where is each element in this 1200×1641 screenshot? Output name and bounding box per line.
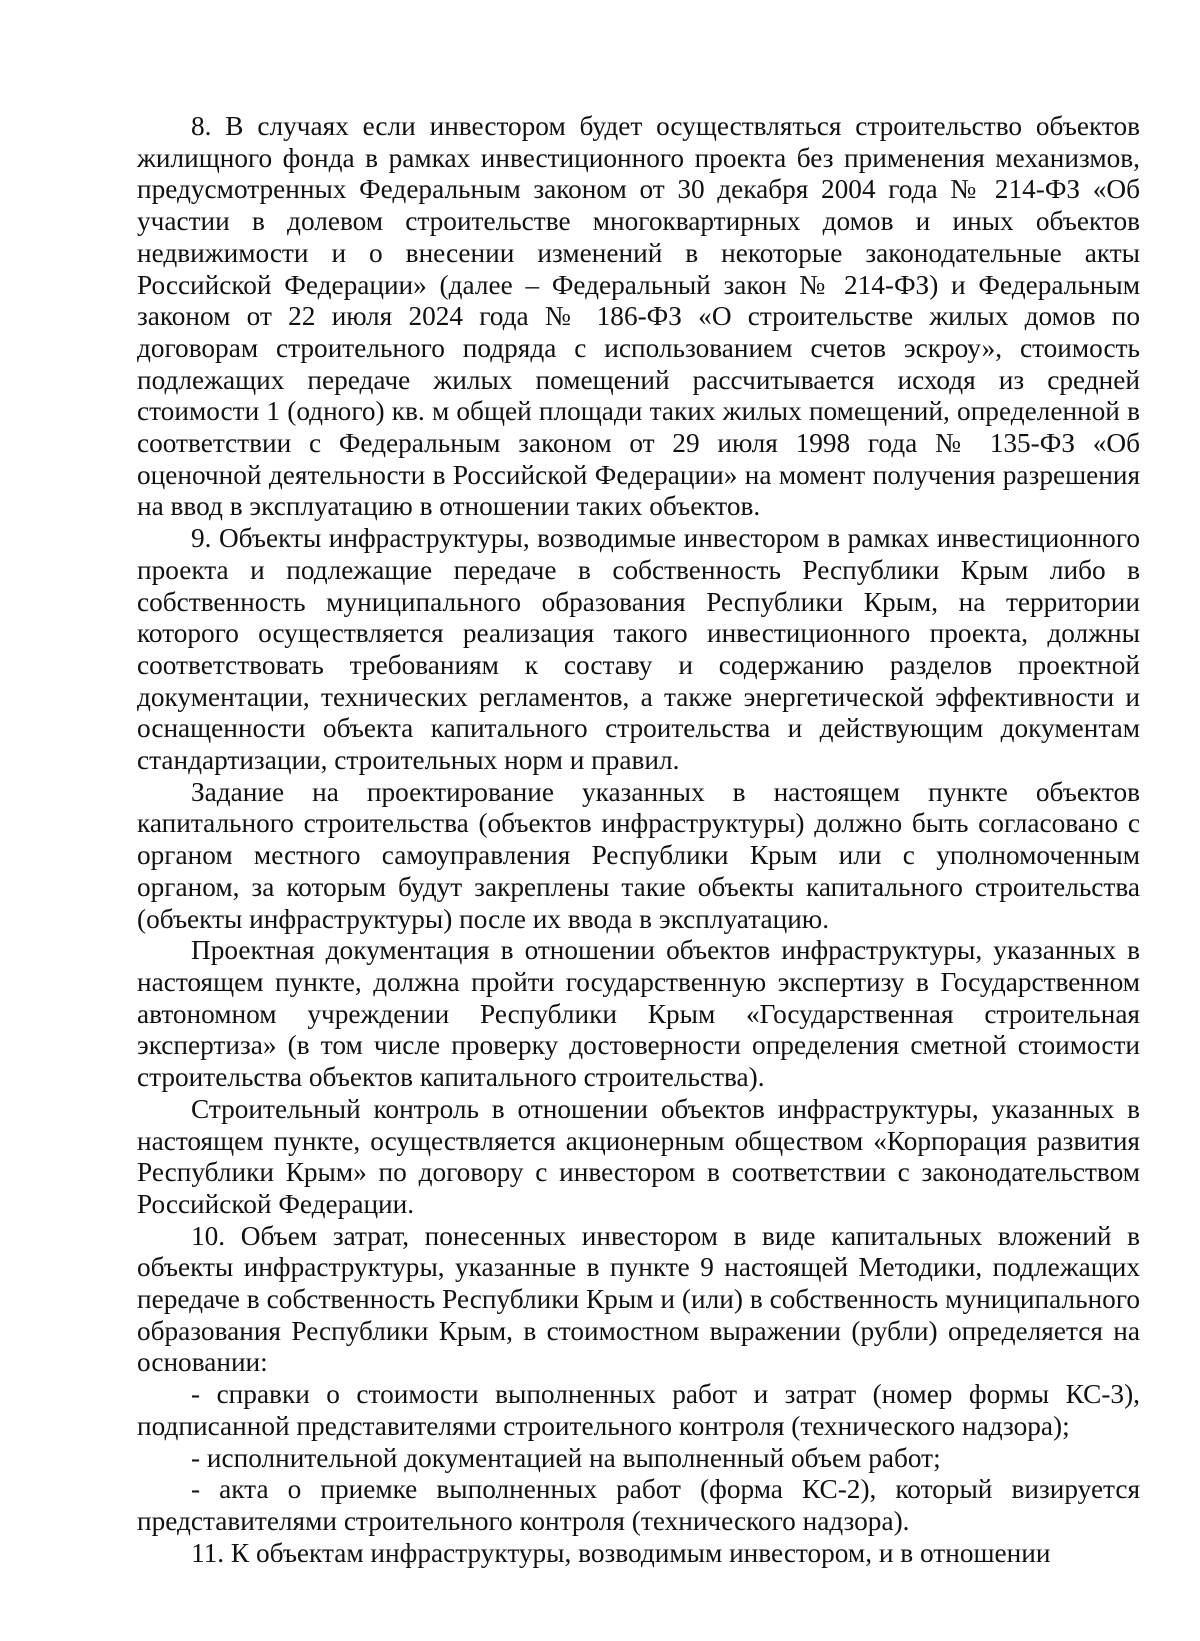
document-page (137, 111, 1140, 1569)
list-item-ks2: - акта о приемке выполненных работ (форма КС-2), который визируется представителями строительного контроля (технического надзора). (137, 1474, 1140, 1536)
paragraph-11: 11. К объектам инфраструктуры, возводимым инвестором, и в отношении (191, 1537, 1051, 1568)
paragraph-construction-control: Строительный контроль в отношении объектов инфраструктуры, указанных в настоящем пункте, осуществляется акционерным обществом «Корпорация развития Республики Крым» по договору с инвестором в соответствии с законодательством Российской Федерации. (137, 1093, 1140, 1219)
paragraph-project-documentation: Проектная документация в отношении объектов инфраструктуры, указанных в настоящем пункте, должна пройти государственную экспертизу в Государственном автономном учреждении Республики Крым «Государственная строительная экспертиза» (в том числе проверку достоверности определения сметной стоимости строительства объектов капитального строительства). (137, 935, 1140, 1093)
list-item-ks3: - справки о стоимости выполненных работ и затрат (номер формы КС-3), подписанной представителями строительного контроля (технического надзора); (137, 1379, 1140, 1441)
list-item-executive-docs: - исполнительной документацией на выполненный объем работ; (191, 1442, 941, 1473)
paragraph-9: 9. Объекты инфраструктуры, возводимые инвестором в рамках инвестиционного проекта и подлежащие передаче в собственность Республики Крым либо в собственность муниципального образования Республики Крым, на территории которого осуществляется реализация такого инвестиционного проекта, должны соответствовать требованиям к составу и содержанию разделов проектной документации, технических регламентов, а также энергетической эффективности и оснащенности объекта капитального строительства и действующим документам стандартизации, строительных норм и правил. (137, 523, 1140, 776)
paragraph-design-assignment: Задание на проектирование указанных в настоящем пункте объектов капитального строительства (объектов инфраструктуры) должно быть согласовано с органом местного самоуправления Республики Крым или с уполномоченным органом, за которым будут закреплены такие объекты капитального строительства (объекты инфраструктуры) после их ввода в эксплуатацию. (137, 776, 1140, 934)
paragraph-10: 10. Объем затрат, понесенных инвестором в виде капитальных вложений в объекты инфраструктуры, указанные в пункте 9 настоящей Методики, подлежащих передаче в собственность Республики Крым и (или) в собственность муниципального образования Республики Крым, в стоимостном выражении (рубли) определяется на основании: (137, 1220, 1140, 1378)
paragraph-8: 8. В случаях если инвестором будет осуществляться строительство объектов жилищного фонда в рамках инвестиционного проекта без применения механизмов, предусмотренных Федеральным законом от 30 декабря 2004 года № 214-ФЗ «Об участии в долевом строительстве многоквартирных домов и иных объектов недвижимости и о внесении изменений в некоторые законодательные акты Российской Федерации» (далее – Федеральный закон № 214-ФЗ) и Федеральным законом от 22 июля 2024 года № 186-ФЗ «О строительстве жилых домов по договорам строительного подряда с использованием счетов эскроу», стоимость подлежащих передаче жилых помещений рассчитывается исходя из средней стоимости 1 (одного) кв. м общей площади таких жилых помещений, определенной в соответствии с Федеральным законом от 29 июля 1998 года № 135-ФЗ «Об оценочной деятельности в Российской Федерации» на момент получения разрешения на ввод в эксплуатацию в отношении таких объектов. (137, 111, 1140, 522)
